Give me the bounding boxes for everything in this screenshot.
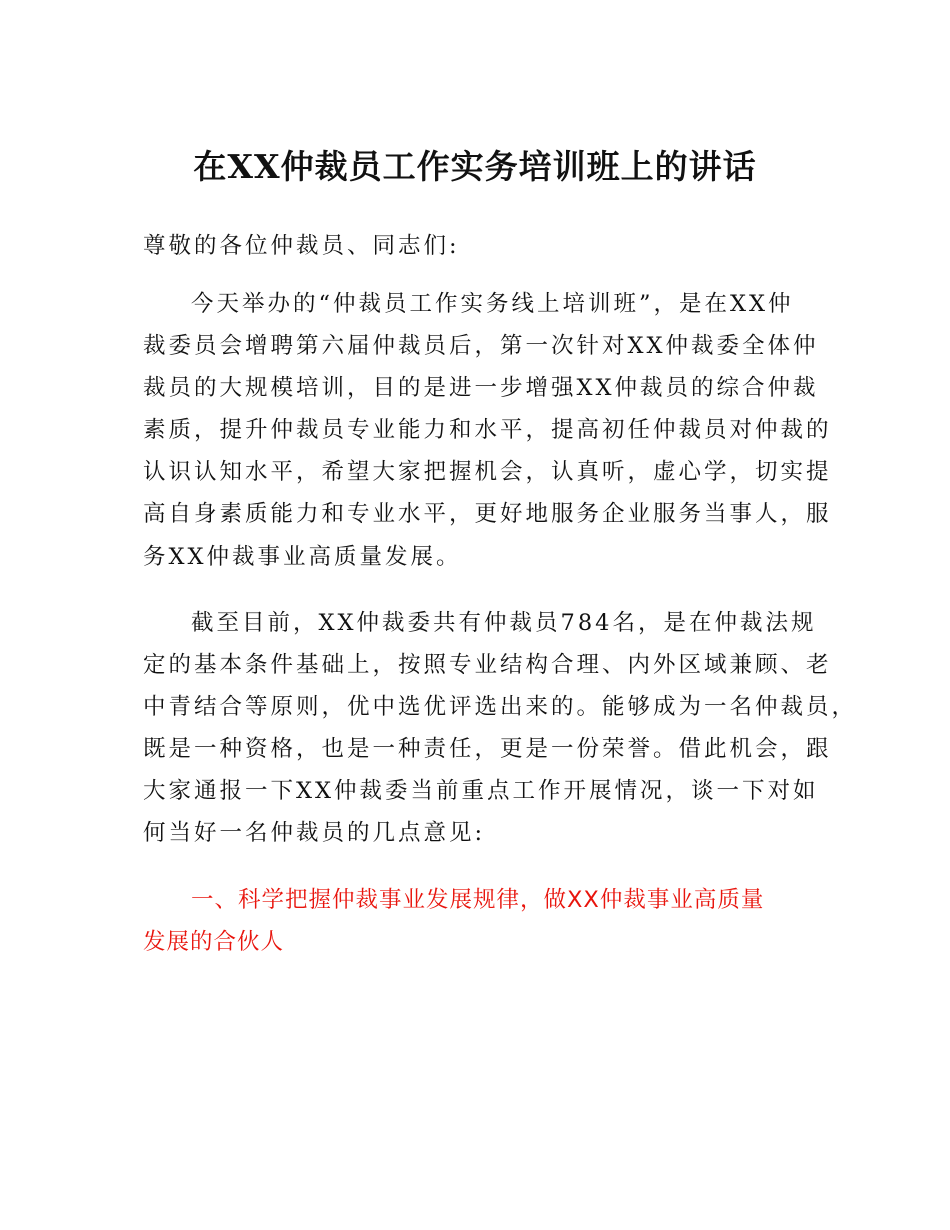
paragraph-line: 中青结合等原则，优中选优评选出来的。能够成为一名仲裁员，	[143, 694, 858, 720]
section-heading-line: 一、科学把握仲裁事业发展规律，做XX仲裁事业高质量	[191, 887, 765, 913]
paragraph-line: 高自身素质能力和专业水平，更好地服务企业服务当事人，服	[143, 501, 832, 527]
paragraph-line: 认识认知水平，希望大家把握机会，认真听，虚心学，切实提	[143, 459, 832, 485]
paragraph-line: 裁委员会增聘第六届仲裁员后，第一次针对XX仲裁委全体仲	[143, 333, 819, 359]
paragraph-line: 裁员的大规模培训，目的是进一步增强XX仲裁员的综合仲裁	[143, 375, 819, 401]
paragraph-line: 截至目前，XX仲裁委共有仲裁员784名，是在仲裁法规	[191, 610, 817, 636]
salutation: 尊敬的各位仲裁员、同志们:	[143, 233, 460, 259]
section-heading-line: 发展的合伙人	[143, 929, 285, 955]
paragraph-line: 今天举办的“仲裁员工作实务线上培训班”，是在XX仲	[191, 291, 794, 317]
paragraph-line: 何当好一名仲裁员的几点意见:	[143, 820, 486, 846]
document-title: 在XX仲裁员工作实务培训班上的讲话	[193, 147, 757, 186]
paragraph-line: 定的基本条件基础上，按照专业结构合理、内外区域兼顾、老	[143, 652, 832, 678]
paragraph-line: 务XX仲裁事业高质量发展。	[143, 544, 462, 570]
paragraph-line: 大家通报一下XX仲裁委当前重点工作开展情况，谈一下对如	[143, 778, 819, 804]
paragraph-line: 既是一种资格，也是一种责任，更是一份荣誉。借此机会，跟	[143, 736, 832, 762]
paragraph-line: 素质，提升仲裁员专业能力和水平，提高初任仲裁员对仲裁的	[143, 417, 832, 443]
